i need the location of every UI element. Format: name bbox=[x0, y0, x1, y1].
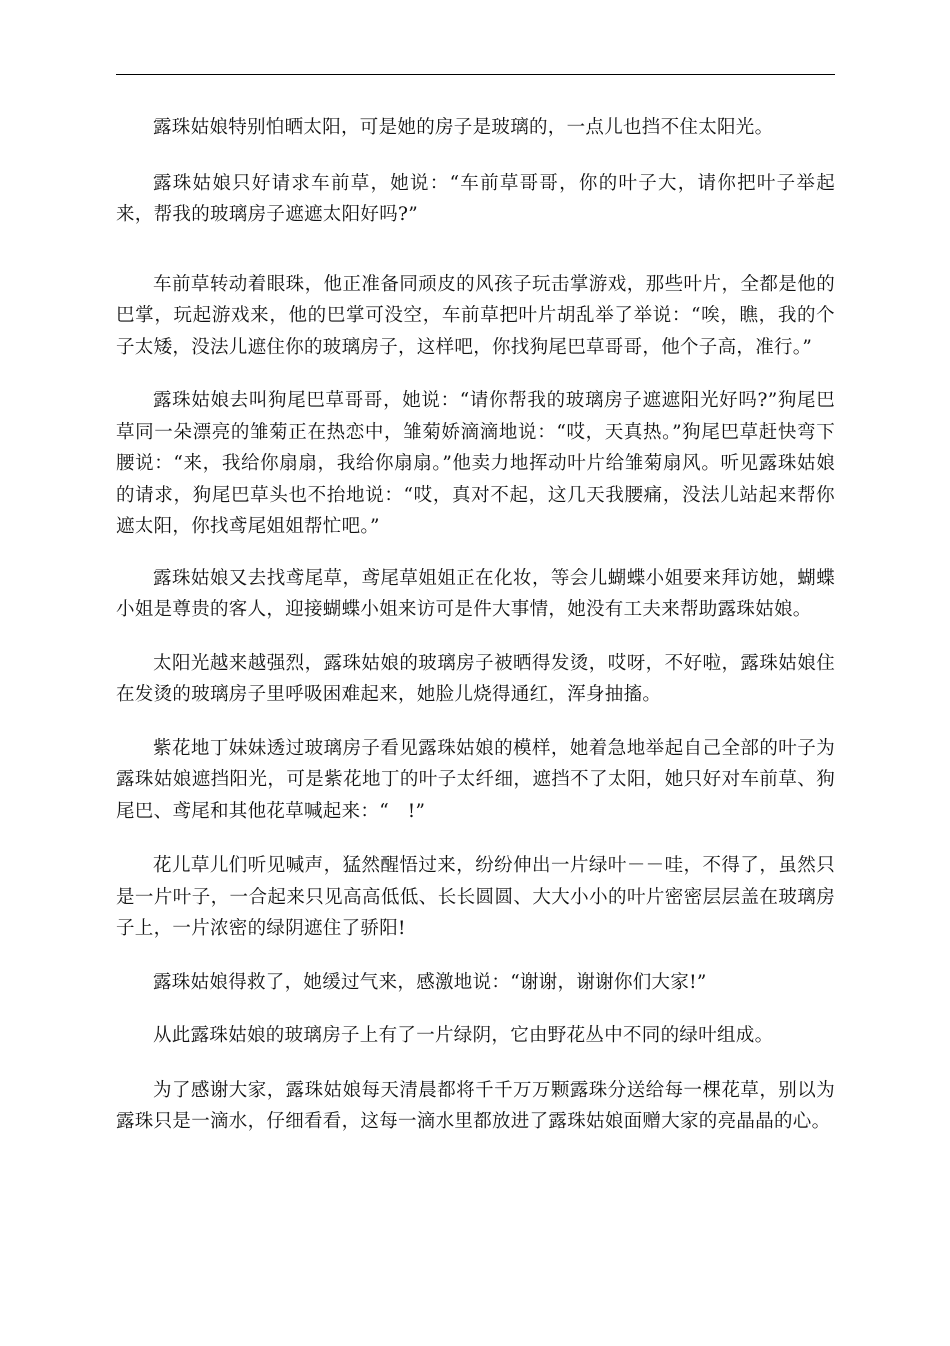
paragraph-8: 花儿草儿们听见喊声，猛然醒悟过来，纷纷伸出一片绿叶－－哇，不得了，虽然只是一片叶子，一合起来只见高高低低、长长圆圆、大大小小的叶片密密层层盖在玻璃房子上，一片浓密的绿阴遮住了骄阳! bbox=[116, 855, 835, 939]
paragraph-6: 太阳光越来越强烈，露珠姑娘的玻璃房子被晒得发烫，哎呀，不好啦，露珠姑娘住在发烫的玻璃房子里呼吸困难起来，她脸儿烧得通红，浑身抽搐。 bbox=[116, 652, 835, 705]
paragraph-11: 为了感谢大家，露珠姑娘每天清晨都将千千万万颗露珠分送给每一棵花草，别以为露珠只是一滴水，仔细看看，这每一滴水里都放进了露珠姑娘面赠大家的亮晶晶的心。 bbox=[116, 1079, 835, 1132]
paragraph-9: 露珠姑娘得救了，她缓过气来，感激地说：“谢谢，谢谢你们大家!” bbox=[153, 971, 707, 993]
header-rule bbox=[116, 74, 835, 75]
document-body bbox=[116, 112, 835, 1138]
paragraph-2: 露珠姑娘只好请求车前草，她说：“车前草哥哥，你的叶子大，请你把叶子举起来，帮我的玻璃房子遮遮太阳好吗?” bbox=[116, 172, 835, 225]
paragraph-4: 露珠姑娘去叫狗尾巴草哥哥，她说：“请你帮我的玻璃房子遮遮阳光好吗?”狗尾巴草同一朵漂亮的雏菊正在热恋中，雏菊娇滴滴地说：“哎，天真热。”狗尾巴草赶快弯下腰说：“来，我给你扇扇，我给你扇扇。”他卖力地挥动叶片给雏菊扇风。听见露珠姑娘的请求，狗尾巴草头也不抬地说：“哎，真对不起，这几天我腰痛，没法儿站起来帮你遮太阳，你找鸢尾姐姐帮忙吧。” bbox=[116, 390, 835, 537]
paragraph-3: 车前草转动着眼珠，他正准备同顽皮的风孩子玩击掌游戏，那些叶片，全都是他的巴掌，玩起游戏来，他的巴掌可没空，车前草把叶片胡乱举了举说：“唉，瞧，我的个子太矮，没法儿遮住你的玻璃房子，这样吧，你找狗尾巴草哥哥，他个子高，准行。” bbox=[116, 273, 835, 358]
paragraph-5: 露珠姑娘又去找鸢尾草，鸢尾草姐姐正在化妆，等会儿蝴蝶小姐要来拜访她，蝴蝶小姐是尊贵的客人，迎接蝴蝶小姐来访可是件大事情，她没有工夫来帮助露珠姑娘。 bbox=[116, 567, 835, 620]
paragraph-1: 露珠姑娘特别怕晒太阳，可是她的房子是玻璃的，一点儿也挡不住太阳光。 bbox=[153, 117, 774, 138]
paragraph-7: 紫花地丁妹妹透过玻璃房子看见露珠姑娘的模样，她着急地举起自己全部的叶子为露珠姑娘遮挡阳光，可是紫花地丁的叶子太纤细，遮挡不了太阳，她只好对车前草、狗尾巴、鸢尾和其他花草喊起来：“ !” bbox=[116, 737, 835, 822]
paragraph-10: 从此露珠姑娘的玻璃房子上有了一片绿阴，它由野花丛中不同的绿叶组成。 bbox=[153, 1025, 774, 1046]
